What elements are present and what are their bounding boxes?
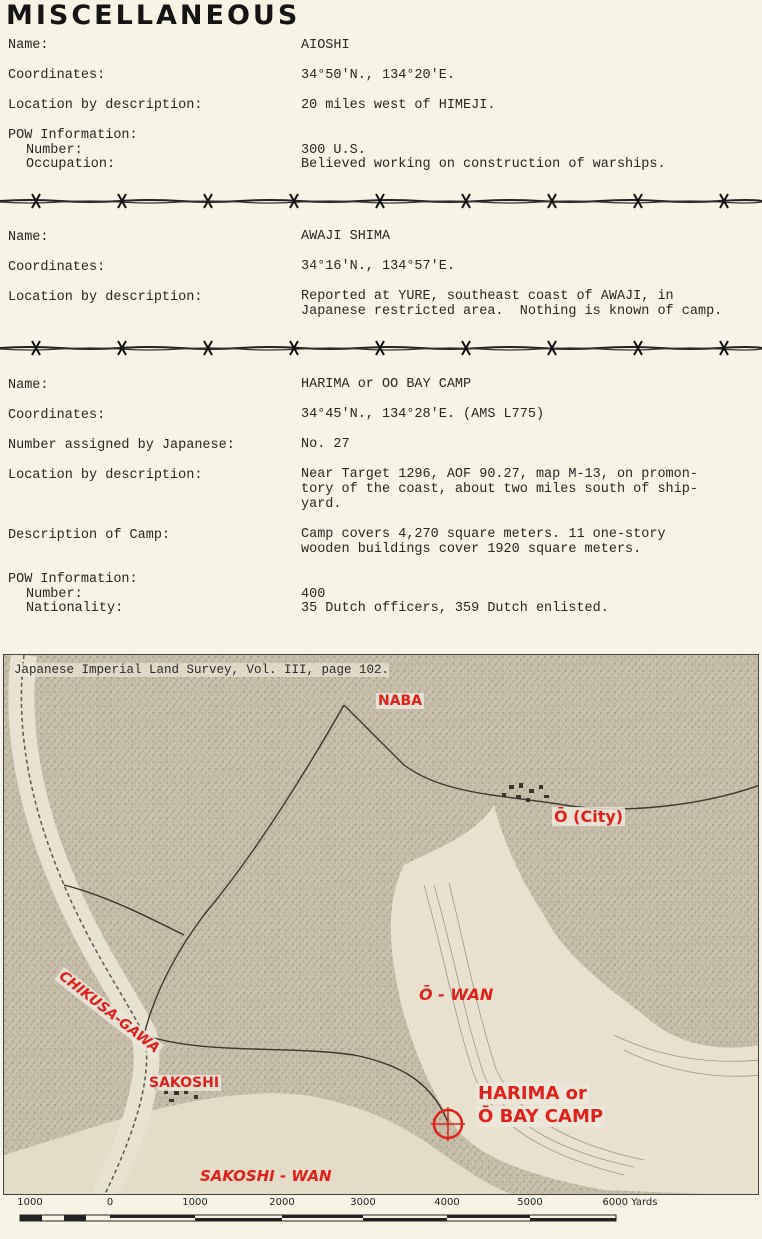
entry2-name-value: AWAJI SHIMA	[301, 229, 391, 244]
survey-map	[3, 654, 759, 1195]
label-o-wan: Ō - WAN	[419, 985, 494, 1004]
entry1-pow-occupation-value: Believed working on construction of warships.	[301, 157, 666, 172]
entry3-description-label: Description of Camp:	[8, 528, 171, 543]
entry1-pow-occupation-label: Occupation:	[26, 157, 116, 172]
entry3-number-label: Number assigned by Japanese:	[8, 438, 235, 453]
map-caption: Japanese Imperial Land Survey, Vol. III, page 102.	[14, 663, 390, 677]
scale-bar-graphic	[0, 1211, 762, 1225]
label-harima-line1: HARIMA or	[478, 1083, 587, 1104]
scale-tick: 4000	[434, 1197, 460, 1208]
entry2-location-label: Location by description:	[8, 290, 203, 305]
page-heading: MISCELLANEOUS	[6, 0, 301, 31]
scale-tick: 3000	[350, 1197, 376, 1208]
label-sakoshi: SAKOSHI	[149, 1075, 220, 1091]
entry3-pow-title: POW Information:	[8, 572, 138, 587]
label-o-city: Ō (City)	[554, 807, 624, 826]
entry3-location-label: Location by description:	[8, 468, 203, 483]
entry3-name-label: Name:	[8, 378, 49, 393]
entry3-location-line3: yard.	[301, 497, 342, 512]
scale-tick: 1000	[182, 1197, 208, 1208]
entry1-pow-title: POW Information:	[8, 128, 138, 143]
scale-tick: 2000	[269, 1197, 295, 1208]
entry3-pow-number-value: 400	[301, 587, 326, 602]
scale-tick: 0	[106, 1197, 114, 1208]
entry3-coordinates-label: Coordinates:	[8, 408, 106, 423]
entry2-coordinates-label: Coordinates:	[8, 260, 106, 275]
barbed-wire-divider	[0, 192, 762, 210]
entry3-name-value: HARIMA or OO BAY CAMP	[301, 377, 472, 392]
barbed-wire-divider	[0, 339, 762, 357]
label-naba: NABA	[378, 693, 423, 709]
map-terrain	[4, 655, 759, 1195]
entry3-pow-nationality-label: Nationality:	[26, 601, 124, 616]
entry1-coordinates-label: Coordinates:	[8, 68, 106, 83]
scale-tick: 1000	[17, 1197, 43, 1208]
entry1-coordinates-value: 34°50'N., 134°20'E.	[301, 68, 455, 83]
label-chikusa-gawa: CHIKUSA-GAWA	[55, 968, 163, 1057]
scale-tick: 5000	[517, 1197, 543, 1208]
entry3-coordinates-value: 34°45'N., 134°28'E. (AMS L775)	[301, 407, 545, 422]
entry3-description-line2: wooden buildings cover 1920 square meters.	[301, 542, 642, 557]
entry3-location-line1: Near Target 1296, AOF 90.27, map M-13, on promon-	[301, 467, 698, 482]
label-sakoshi-wan: SAKOSHI - WAN	[200, 1167, 332, 1185]
entry2-location-line1: Reported at YURE, southeast coast of AWAJI, in	[301, 289, 674, 304]
entry1-pow-number-value: 300 U.S.	[301, 143, 366, 158]
entry2-name-label: Name:	[8, 230, 49, 245]
entry1-location-label: Location by description:	[8, 98, 203, 113]
entry1-name-value: AIOSHI	[301, 38, 350, 53]
entry1-pow-number-label: Number:	[26, 143, 83, 158]
label-harima-line2: Ō BAY CAMP	[478, 1106, 604, 1127]
entry1-name-label: Name:	[8, 38, 49, 53]
entry2-location-line2: Japanese restricted area. Nothing is known of camp.	[301, 304, 723, 319]
entry1-location-value: 20 miles west of HIMEJI.	[301, 98, 496, 113]
entry3-pow-nationality-value: 35 Dutch officers, 359 Dutch enlisted.	[301, 601, 609, 616]
entry3-pow-number-label: Number:	[26, 587, 83, 602]
scale-tick: 6000 Yards	[602, 1197, 658, 1208]
entry2-coordinates-value: 34°16'N., 134°57'E.	[301, 259, 455, 274]
scale-bar	[0, 1195, 762, 1239]
entry3-description-line1: Camp covers 4,270 square meters. 11 one-story	[301, 527, 666, 542]
entry3-number-value: No. 27	[301, 437, 350, 452]
entry3-location-line2: tory of the coast, about two miles south of ship-	[301, 482, 698, 497]
